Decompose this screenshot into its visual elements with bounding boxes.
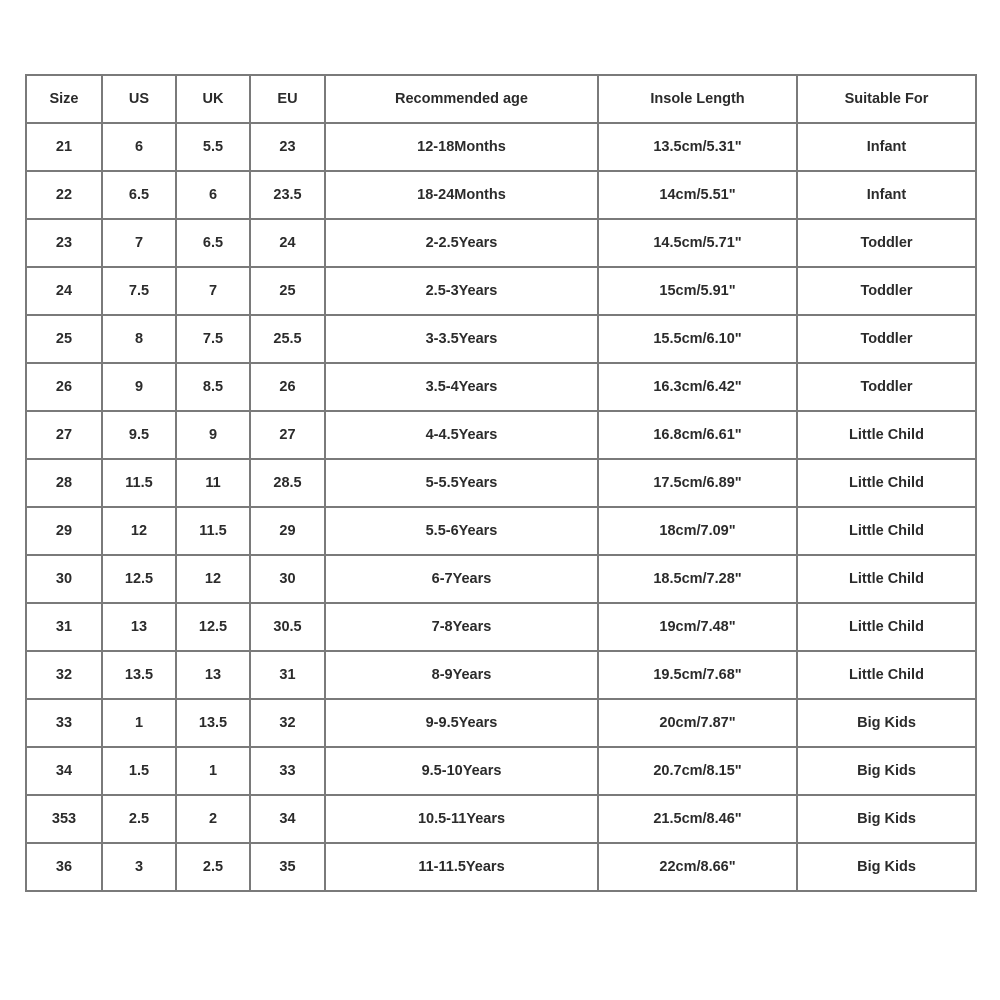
cell-insole-length: 14cm/5.51": [598, 171, 797, 219]
cell-us: 11.5: [102, 459, 176, 507]
cell-eu: 27: [250, 411, 325, 459]
table-row: [26, 267, 976, 315]
table-row: [26, 699, 976, 747]
cell-recommended-age: 10.5-11Years: [325, 795, 598, 843]
cell-recommended-age: 9.5-10Years: [325, 747, 598, 795]
cell-insole-length: 20.7cm/8.15": [598, 747, 797, 795]
cell-eu: 29: [250, 507, 325, 555]
cell-size: 25: [26, 315, 102, 363]
cell-us: 3: [102, 843, 176, 891]
cell-suitable-for: Little Child: [797, 555, 976, 603]
cell-suitable-for: Toddler: [797, 219, 976, 267]
cell-insole-length: 22cm/8.66": [598, 843, 797, 891]
cell-recommended-age: 12-18Months: [325, 123, 598, 171]
cell-uk: 2.5: [176, 843, 250, 891]
cell-eu: 25: [250, 267, 325, 315]
cell-uk: 7.5: [176, 315, 250, 363]
cell-uk: 11: [176, 459, 250, 507]
cell-size: 34: [26, 747, 102, 795]
cell-us: 1.5: [102, 747, 176, 795]
cell-suitable-for: Infant: [797, 123, 976, 171]
cell-insole-length: 19.5cm/7.68": [598, 651, 797, 699]
header-insole-length: Insole Length: [598, 75, 797, 123]
cell-suitable-for: Big Kids: [797, 795, 976, 843]
cell-suitable-for: Big Kids: [797, 747, 976, 795]
cell-suitable-for: Big Kids: [797, 843, 976, 891]
cell-insole-length: 20cm/7.87": [598, 699, 797, 747]
cell-us: 7: [102, 219, 176, 267]
cell-uk: 12: [176, 555, 250, 603]
header-recommended-age: Recommended age: [325, 75, 598, 123]
cell-eu: 35: [250, 843, 325, 891]
cell-insole-length: 17.5cm/6.89": [598, 459, 797, 507]
cell-recommended-age: 4-4.5Years: [325, 411, 598, 459]
cell-us: 7.5: [102, 267, 176, 315]
cell-suitable-for: Infant: [797, 171, 976, 219]
cell-insole-length: 15.5cm/6.10": [598, 315, 797, 363]
table-row: [26, 123, 976, 171]
cell-us: 2.5: [102, 795, 176, 843]
cell-suitable-for: Toddler: [797, 363, 976, 411]
cell-eu: 30: [250, 555, 325, 603]
header-uk: UK: [176, 75, 250, 123]
table-row: [26, 843, 976, 891]
cell-recommended-age: 5-5.5Years: [325, 459, 598, 507]
cell-us: 13: [102, 603, 176, 651]
cell-eu: 24: [250, 219, 325, 267]
cell-uk: 7: [176, 267, 250, 315]
cell-suitable-for: Toddler: [797, 315, 976, 363]
cell-size: 31: [26, 603, 102, 651]
cell-insole-length: 14.5cm/5.71": [598, 219, 797, 267]
cell-us: 12: [102, 507, 176, 555]
table-body: [26, 123, 976, 891]
header-row: [26, 75, 976, 123]
header-size: Size: [26, 75, 102, 123]
cell-uk: 6.5: [176, 219, 250, 267]
cell-insole-length: 18cm/7.09": [598, 507, 797, 555]
table-header: [26, 75, 976, 123]
cell-eu: 31: [250, 651, 325, 699]
cell-us: 13.5: [102, 651, 176, 699]
cell-uk: 9: [176, 411, 250, 459]
table-row: [26, 651, 976, 699]
table-row: [26, 555, 976, 603]
cell-recommended-age: 18-24Months: [325, 171, 598, 219]
header-suitable-for: Suitable For: [797, 75, 976, 123]
header-eu: EU: [250, 75, 325, 123]
cell-us: 8: [102, 315, 176, 363]
cell-eu: 25.5: [250, 315, 325, 363]
cell-recommended-age: 8-9Years: [325, 651, 598, 699]
table-row: [26, 363, 976, 411]
header-us: US: [102, 75, 176, 123]
table-row: [26, 507, 976, 555]
cell-recommended-age: 2-2.5Years: [325, 219, 598, 267]
cell-suitable-for: Little Child: [797, 603, 976, 651]
cell-eu: 23: [250, 123, 325, 171]
cell-size: 22: [26, 171, 102, 219]
cell-insole-length: 16.3cm/6.42": [598, 363, 797, 411]
cell-size: 21: [26, 123, 102, 171]
table-row: [26, 219, 976, 267]
cell-insole-length: 21.5cm/8.46": [598, 795, 797, 843]
cell-size: 33: [26, 699, 102, 747]
cell-suitable-for: Little Child: [797, 507, 976, 555]
cell-suitable-for: Little Child: [797, 411, 976, 459]
cell-eu: 30.5: [250, 603, 325, 651]
table-row: [26, 411, 976, 459]
cell-us: 9: [102, 363, 176, 411]
cell-insole-length: 18.5cm/7.28": [598, 555, 797, 603]
cell-size: 28: [26, 459, 102, 507]
cell-insole-length: 15cm/5.91": [598, 267, 797, 315]
cell-recommended-age: 7-8Years: [325, 603, 598, 651]
size-chart-table: [25, 74, 977, 892]
cell-uk: 1: [176, 747, 250, 795]
cell-size: 27: [26, 411, 102, 459]
table-row: [26, 795, 976, 843]
table-row: [26, 315, 976, 363]
cell-us: 9.5: [102, 411, 176, 459]
cell-suitable-for: Little Child: [797, 459, 976, 507]
cell-us: 12.5: [102, 555, 176, 603]
cell-suitable-for: Little Child: [797, 651, 976, 699]
cell-size: 29: [26, 507, 102, 555]
cell-uk: 13: [176, 651, 250, 699]
cell-eu: 34: [250, 795, 325, 843]
cell-recommended-age: 5.5-6Years: [325, 507, 598, 555]
cell-size: 26: [26, 363, 102, 411]
cell-size: 32: [26, 651, 102, 699]
cell-size: 353: [26, 795, 102, 843]
cell-uk: 8.5: [176, 363, 250, 411]
cell-insole-length: 19cm/7.48": [598, 603, 797, 651]
cell-suitable-for: Toddler: [797, 267, 976, 315]
cell-insole-length: 13.5cm/5.31": [598, 123, 797, 171]
cell-us: 1: [102, 699, 176, 747]
cell-recommended-age: 2.5-3Years: [325, 267, 598, 315]
table-row: [26, 459, 976, 507]
cell-recommended-age: 11-11.5Years: [325, 843, 598, 891]
cell-eu: 28.5: [250, 459, 325, 507]
cell-size: 30: [26, 555, 102, 603]
table-row: [26, 171, 976, 219]
cell-size: 24: [26, 267, 102, 315]
cell-recommended-age: 6-7Years: [325, 555, 598, 603]
cell-uk: 11.5: [176, 507, 250, 555]
cell-uk: 5.5: [176, 123, 250, 171]
cell-recommended-age: 3.5-4Years: [325, 363, 598, 411]
cell-recommended-age: 3-3.5Years: [325, 315, 598, 363]
cell-us: 6.5: [102, 171, 176, 219]
cell-size: 36: [26, 843, 102, 891]
cell-uk: 2: [176, 795, 250, 843]
cell-eu: 32: [250, 699, 325, 747]
cell-uk: 12.5: [176, 603, 250, 651]
cell-uk: 6: [176, 171, 250, 219]
cell-eu: 33: [250, 747, 325, 795]
table-row: [26, 603, 976, 651]
table-row: [26, 747, 976, 795]
cell-eu: 26: [250, 363, 325, 411]
cell-recommended-age: 9-9.5Years: [325, 699, 598, 747]
cell-eu: 23.5: [250, 171, 325, 219]
cell-us: 6: [102, 123, 176, 171]
cell-size: 23: [26, 219, 102, 267]
cell-uk: 13.5: [176, 699, 250, 747]
cell-insole-length: 16.8cm/6.61": [598, 411, 797, 459]
cell-suitable-for: Big Kids: [797, 699, 976, 747]
